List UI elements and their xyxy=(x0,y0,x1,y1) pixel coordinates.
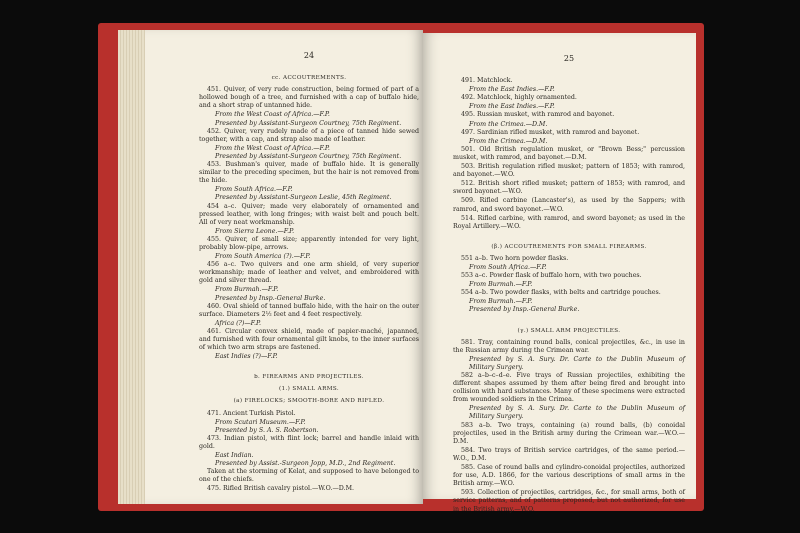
catalogue-entry: 453. Bushman's quiver, made of buffalo hide. It is generally similar to the preceding specimen, but the hair is not removed from the hide. xyxy=(199,161,419,185)
entry-source: East Indian. xyxy=(215,452,254,460)
entry-source: Presented by Assistant-Surgeon Leslie, 45th Regiment. xyxy=(215,194,392,202)
catalogue-entry: 454 a–c. Quiver; made very elaborately of ornamented and pressed leather, with long fringes; with waist belt and pouch belt. All of very neat workmanship. xyxy=(199,202,419,226)
catalogue-entry: 581. Tray, containing round balls, conical projectiles, &c., in use in the Russian army during the Crimean war. xyxy=(453,338,685,354)
catalogue-entry: 514. Rifled carbine, with ramrod, and sword bayonet; as used in the Royal Artillery.—W.O. xyxy=(453,214,685,230)
section-heading: (1.) SMALL ARMS. xyxy=(278,386,340,393)
catalogue-entry: 582 a–b–c–d–e. Five trays of Russian projectiles, exhibiting the different shapes assumed by them after being fired and brought into collision with hard substances. Many of these specimens were extracted from wounded soldiers in the Crimea. xyxy=(453,372,685,404)
catalogue-entry: 471. Ancient Turkish Pistol. xyxy=(207,409,296,417)
page-edges xyxy=(118,30,148,504)
entry-source: East Indies (?)—F.P. xyxy=(215,353,278,361)
entry-source: Presented by Insp.-General Burke. xyxy=(215,294,326,302)
catalogue-entry: 475. Rifled British cavalry pistol.—W.O.—D.M. xyxy=(207,485,355,493)
catalogue-entry: 456 a–c. Two quivers and one arm shield, of very superior workmanship; made of leather and velvet, and embroidered with gold and silver thread. xyxy=(199,261,419,285)
entry-source: From the East Indies.—F.P. xyxy=(469,103,555,111)
entry-source: From the Crimea.—D.M. xyxy=(469,137,548,145)
entry-source: From the West Coast of Africa.—F.P. xyxy=(215,111,330,119)
catalogue-entry: 451. Quiver, of very rude construction, being formed of part of a hollowed bough of a tree, and furnished with a cap of buffalo hide, and a short strap of untanned hide. xyxy=(199,86,419,110)
entry-source: From Burmah.—F.P. xyxy=(469,298,533,306)
section-heading: cc. ACCOUTREMENTS. xyxy=(271,75,347,82)
entry-source: From Burmah.—F.P. xyxy=(215,286,279,294)
entry-source: From South Africa.—F.P. xyxy=(215,186,293,194)
page-number: 24 xyxy=(303,51,315,60)
catalogue-entry: 583 a–b. Two trays, containing (a) round balls, (b) conoidal projectiles, used in the British army during the Crimean war.—W.O.—D.M. xyxy=(453,421,685,445)
entry-source: Presented by Assistant-Surgeon Courtney, 75th Regiment. xyxy=(215,119,402,127)
catalogue-entry: 554 a–b. Two powder flasks, with belts and cartridge pouches. xyxy=(461,289,661,297)
entry-source: Presented by S. A. Sury. Dr. Carte to the Dublin Museum of Military Surgery. xyxy=(469,355,685,371)
entry-source: Presented by S. A. S. Robertson. xyxy=(215,426,319,434)
entry-source: From South America (?).—F.P. xyxy=(215,253,311,261)
catalogue-entry: 585. Case of round balls and cylindro-conoidal projectiles, authorized for use, A.D. 1866, for the various descriptions of small arms in the British army.—W.O. xyxy=(453,464,685,488)
catalogue-entry: 503. British regulation rifled musket; pattern of 1853; with ramrod, and bayonet.—W.O. xyxy=(453,163,685,179)
catalogue-entry: 497. Sardinian rifled musket, with ramrod and bayonet. xyxy=(461,128,640,136)
catalogue-entry: 473. Indian pistol, with flint lock; barrel and handle inlaid with gold. xyxy=(199,434,419,450)
entry-source: Presented by Assist.-Surgeon Jopp, M.D., 2nd Regiment. xyxy=(215,460,396,468)
catalogue-entry: 551 a–b. Two horn powder flasks. xyxy=(461,254,569,262)
catalogue-entry: 593. Collection of projectiles, cartridges, &c., for small arms, both of service patterns, and of patterns proposed, but not authorized, for use in the British army.—W.O. xyxy=(453,489,685,513)
entry-source: From the East Indies.—F.P. xyxy=(469,86,555,94)
entry-source: Presented by Assistant-Surgeon Courtney, 75th Regiment. xyxy=(215,152,402,160)
section-heading: (β.) ACCOUTREMENTS FOR SMALL FIREARMS. xyxy=(491,243,647,250)
catalogue-entry: 452. Quiver, very rudely made of a piece of tanned hide sewed together, with a cap, and strap also made of leather. xyxy=(199,127,419,143)
catalogue-entry: Taken at the storming of Kelat, and supposed to have belonged to one of the chiefs. xyxy=(199,468,419,484)
left-page xyxy=(145,30,423,504)
right-page xyxy=(423,33,696,513)
catalogue-entry: 461. Circular convex shield, made of papier-maché, japanned, and furnished with four ornamental gilt knobs, to the inner surfaces of which two arm straps are fastened. xyxy=(199,327,419,352)
entry-source: From South Africa.—F.P. xyxy=(469,263,547,271)
catalogue-entry: 460. Oval shield of tanned buffalo hide, with the hair on the outer surface. Diameters 2½ feet and 4 feet respectively. xyxy=(199,302,419,318)
catalogue-entry: 455. Quiver, of small size; apparently intended for very light, probably blow-pipe, arrows. xyxy=(199,235,419,251)
catalogue-entry: 512. British short rifled musket; pattern of 1853; with ramrod, and sword bayonet.—W.O. xyxy=(453,180,685,196)
page-number: 25 xyxy=(563,54,575,63)
entry-source: Presented by S. A. Sury. Dr. Carte to the Dublin Museum of Military Surgery. xyxy=(469,405,685,421)
section-heading: (γ.) SMALL ARM PROJECTILES. xyxy=(517,327,621,334)
catalogue-entry: 509. Rifled carbine (Lancaster's), as used by the Sappers; with ramrod, and sword bayonet.—W.O. xyxy=(453,197,685,213)
catalogue-entry: 491. Matchlock. xyxy=(461,77,513,85)
catalogue-entry: 501. Old British regulation musket, or "Brown Bess;" percussion musket, with ramrod, and bayonet.—D.M. xyxy=(453,145,685,161)
section-heading: (a) FIRELOCKS; SMOOTH-BORE AND RIFLED. xyxy=(233,398,385,405)
catalogue-entry: 495. Russian musket, with ramrod and bayonet. xyxy=(461,111,615,119)
section-heading: b. FIREARMS AND PROJECTILES. xyxy=(254,374,364,381)
entry-source: From the Crimea.—D.M. xyxy=(469,120,548,128)
catalogue-entry: 553 a–c. Powder flask of buffalo horn, with two pouches. xyxy=(461,272,642,280)
entry-source: Africa (?)—F.P. xyxy=(215,319,262,327)
entry-source: Presented by Insp.-General Burke. xyxy=(469,306,580,314)
catalogue-entry: 492. Matchlock, highly ornamented. xyxy=(461,94,577,102)
entry-source: From Burmah.—F.P. xyxy=(469,281,533,289)
catalogue-entry: 584. Two trays of British service cartridges, of the same period.—W.O., D.M. xyxy=(453,446,685,462)
entry-source: From Sierra Leone.—F.P. xyxy=(215,227,295,235)
entry-source: From the West Coast of Africa.—F.P. xyxy=(215,144,330,152)
entry-source: From Scutari Museum.—F.P. xyxy=(215,418,306,426)
